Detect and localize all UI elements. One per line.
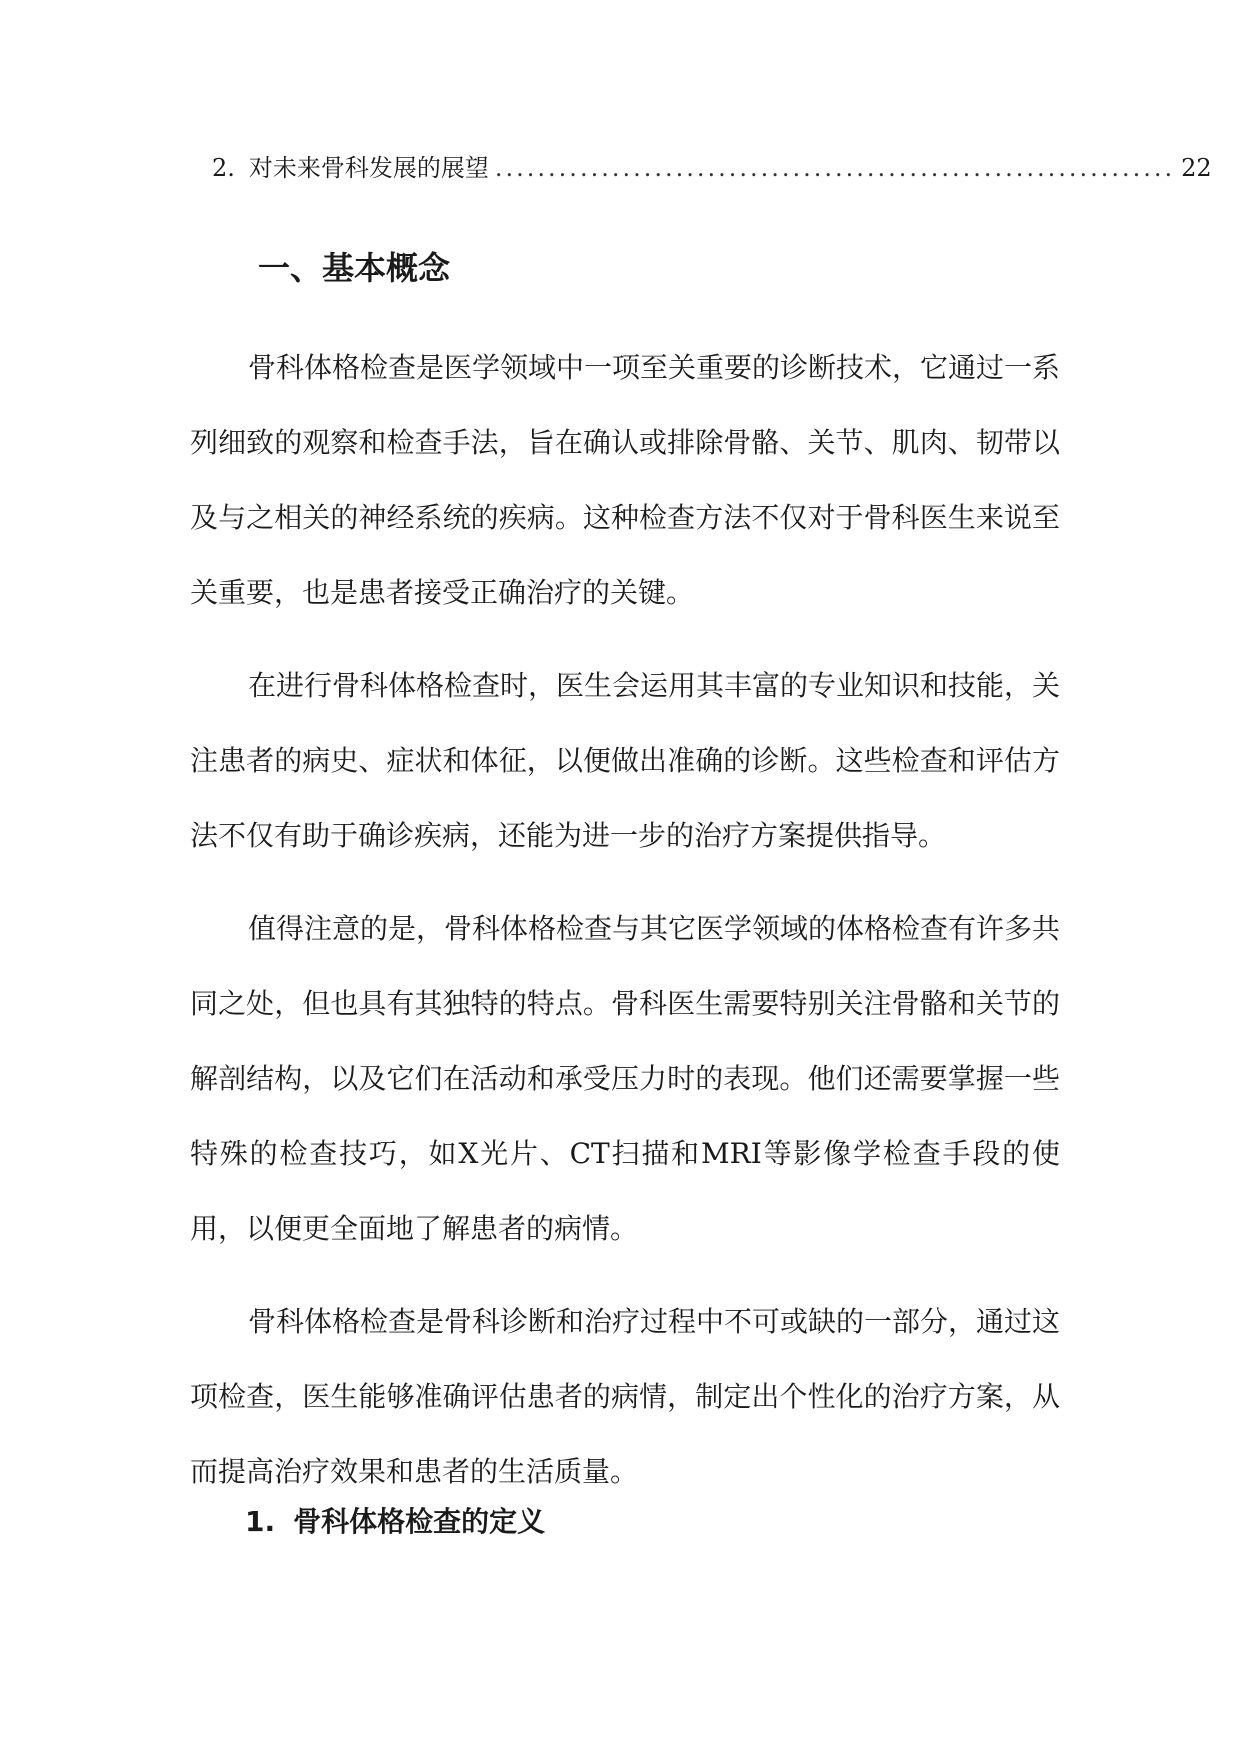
toc-entry-title: 对未来骨科发展的展望 (248, 154, 489, 182)
subsection-number: 1. (245, 1505, 276, 1538)
toc-entry-number: 2. (212, 154, 235, 182)
toc-entry[interactable] (212, 150, 1212, 186)
section-body (190, 330, 1060, 1527)
section-heading: 一、基本概念 (258, 249, 451, 287)
toc-dot-leader: ................................................................ (494, 154, 1176, 182)
toc-page-number: 22 (1181, 154, 1212, 182)
paragraph-4: 骨科体格检查是骨科诊断和治疗过程中不可或缺的一部分，通过这项检查，医生能够准确评估患者的病情，制定出个性化的治疗方案，从而提高治疗效果和患者的生活质量。 (190, 1305, 1061, 1488)
subsection-heading (245, 1502, 545, 1542)
paragraph-2: 在进行骨科体格检查时，医生会运用其丰富的专业知识和技能，关注患者的病史、症状和体征，以便做出准确的诊断。这些检查和评估方法不仅有助于确诊疾病，还能为进一步的治疗方案提供指导。 (190, 669, 1061, 852)
paragraph-3: 值得注意的是，骨科体格检查与其它医学领域的体格检查有许多共同之处，但也具有其独特的特点。骨科医生需要特别关注骨骼和关节的解剖结构，以及它们在活动和承受压力时的表现。他们还需要掌握一些特殊的检查技巧，如X光片、CT扫描和MRI等影像学检查手段的使用，以便更全面地了解患者的病情。 (190, 912, 1061, 1245)
paragraph-1: 骨科体格检查是医学领域中一项至关重要的诊断技术，它通过一系列细致的观察和检查手法，旨在确认或排除骨骼、关节、肌肉、韧带以及与之相关的神经系统的疾病。这种检查方法不仅对于骨科医生来说至关重要，也是患者接受正确治疗的关键。 (190, 351, 1061, 609)
subsection-title: 骨科体格检查的定义 (293, 1505, 546, 1538)
